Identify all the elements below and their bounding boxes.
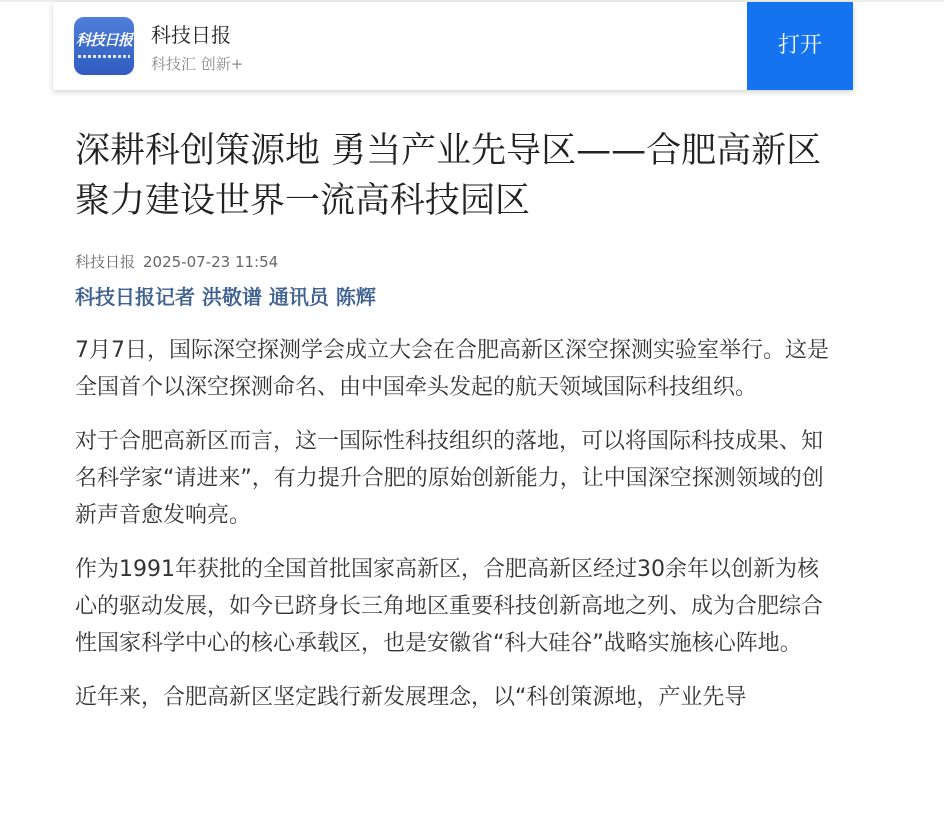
article-title-line-1: 深耕科创策源地 勇当产业先导区——合肥高新区 (75, 131, 822, 171)
open-app-button[interactable]: 打开 (747, 2, 853, 90)
article-source: 科技日报 (75, 253, 136, 271)
app-tagline: 科技汇 创新+ (151, 55, 244, 73)
article-paragraph: 作为1991年获批的全国首批国家高新区，合肥高新区经过30余年以创新为核心的驱动发展，如今已跻身长三角地区重要科技创新高地之列、成为合肥综合性国家科学中心的核心承载区，也是安徽省“科大硅谷”战略实施核心阵地。 (75, 557, 824, 656)
article-datetime: 2025-07-23 11:54 (143, 253, 279, 271)
article-title-line-2: 聚力建设世界一流高科技园区 (75, 181, 531, 221)
app-name: 科技日报 (151, 23, 231, 47)
article (75, 126, 835, 716)
article-paragraph: 对于合肥高新区而言，这一国际性科技组织的落地，可以将国际科技成果、知名科学家“请进来”，有力提升合肥的原始创新能力，让中国深空探测领域的创新声音愈发响亮。 (75, 429, 824, 528)
logo-subtitle-mark (78, 55, 130, 58)
logo-calligraphy: 科技日报 (75, 31, 132, 49)
article-paragraph: 近年来，合肥高新区坚定践行新发展理念，以“科创策源地，产业先导 (75, 685, 747, 710)
article-byline: 科技日报记者 洪敬谱 通讯员 陈辉 (75, 285, 376, 309)
article-meta (75, 252, 835, 272)
app-logo-icon (74, 17, 134, 75)
article-title (75, 126, 835, 226)
app-download-banner[interactable] (53, 2, 853, 90)
article-paragraph: 7月7日，国际深空探测学会成立大会在合肥高新区深空探测实验室举行。这是全国首个以深空探测命名、由中国牵头发起的航天领域国际科技组织。 (75, 338, 829, 400)
